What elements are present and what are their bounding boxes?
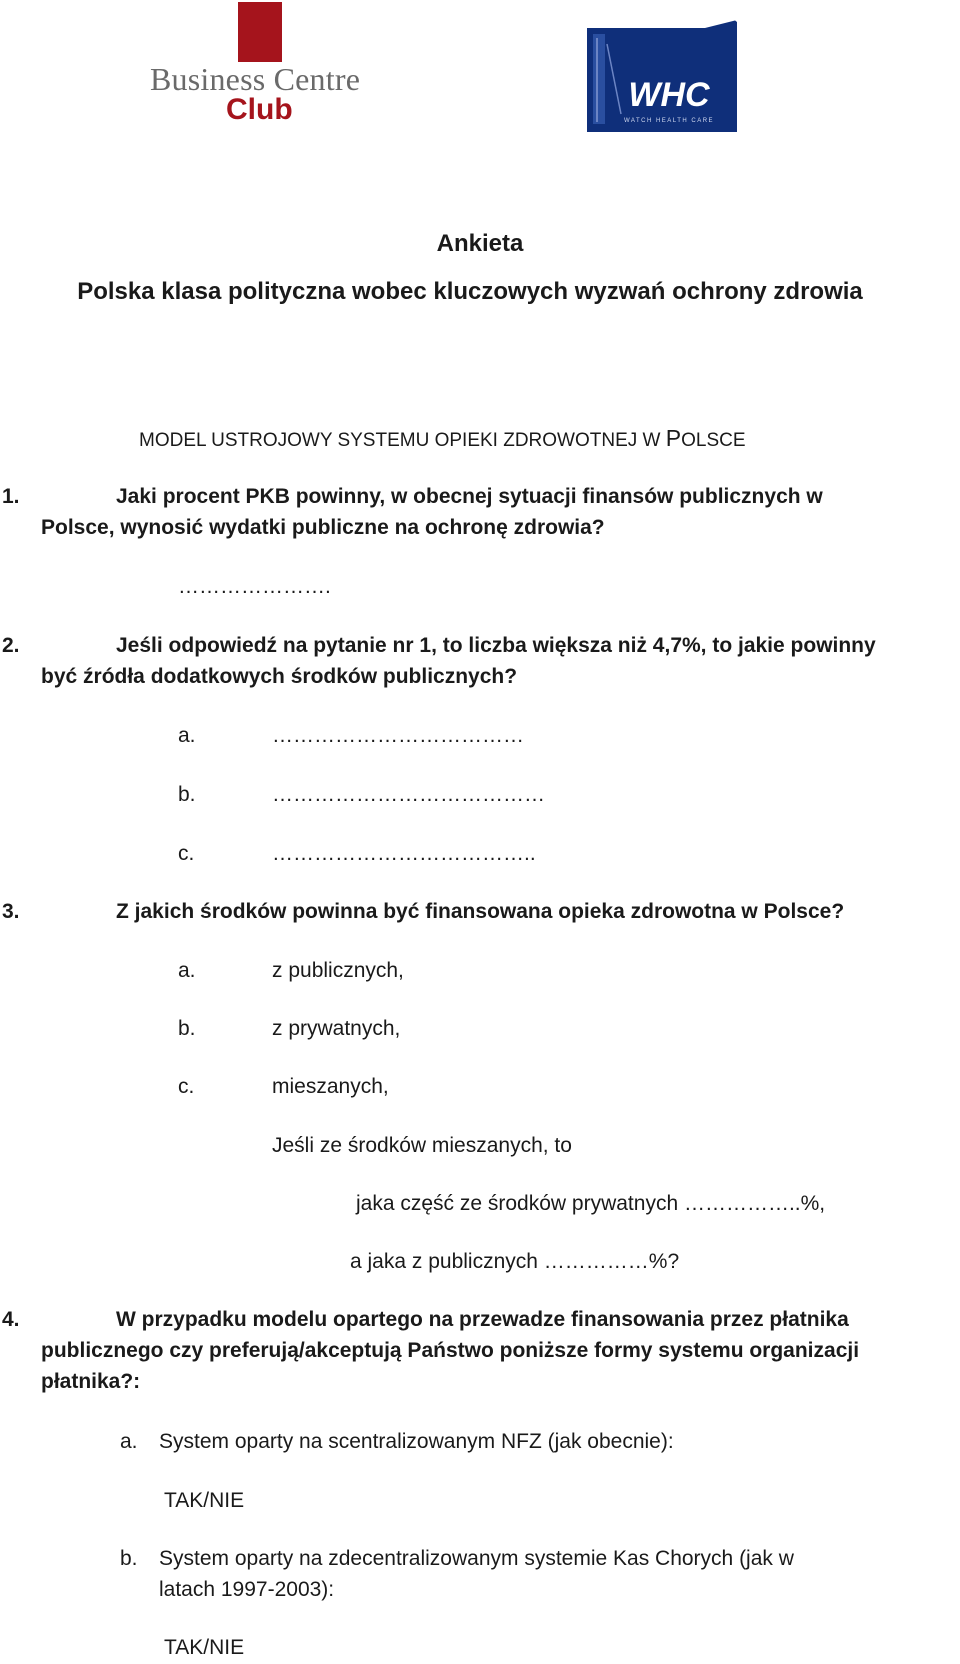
question-2-option-b-blank[interactable]: ………………………………… xyxy=(272,783,545,806)
question-4-option-a-answer[interactable]: TAK/NIE xyxy=(164,1489,245,1512)
question-1-text-line2: Polsce, wynosić wydatki publiczne na ochronę zdrowia? xyxy=(41,516,605,539)
question-2-option-c-blank[interactable]: ……………………………….. xyxy=(272,842,536,865)
question-2-option-b-letter: b. xyxy=(178,783,196,806)
bcc-logo-line1: Business Centre xyxy=(150,61,361,97)
question-3-option-c-text[interactable]: mieszanych, xyxy=(272,1075,389,1098)
question-4-option-b-answer[interactable]: TAK/NIE xyxy=(164,1636,245,1659)
question-2-option-a-letter: a. xyxy=(178,724,196,747)
question-4-option-b-text-line2: latach 1997-2003): xyxy=(159,1578,335,1601)
question-3-number: 3. xyxy=(2,900,20,923)
question-1-text-line1: Jaki procent PKB powinny, w obecnej sytuacji finansów publicznych w xyxy=(116,485,823,508)
section-title: MODEL USTROJOWY SYSTEMU OPIEKI ZDROWOTNEJ W POLSCE xyxy=(139,425,746,451)
question-3-followup: Jeśli ze środków mieszanych, to xyxy=(272,1134,572,1157)
question-1-number: 1. xyxy=(2,485,20,508)
question-3-text: Z jakich środków powinna być finansowana opieka zdrowotna w Polsce? xyxy=(116,900,845,923)
bcc-logo-line2: Club xyxy=(226,93,293,126)
question-3-option-a-letter: a. xyxy=(178,959,196,982)
watch-health-care-logo xyxy=(587,14,737,134)
question-4-text-line2: publicznego czy preferują/akceptują Państwo poniższe formy systemu organizacji xyxy=(41,1339,860,1362)
question-4-option-b-letter: b. xyxy=(120,1547,138,1570)
question-2-option-c-letter: c. xyxy=(178,842,195,865)
question-2-option-a-blank[interactable]: ……………………………… xyxy=(272,724,524,747)
survey-title: Ankieta xyxy=(436,230,524,257)
question-3-private-share[interactable]: jaka część ze środków prywatnych ……………..%, xyxy=(356,1192,826,1215)
question-3-option-b-text[interactable]: z prywatnych, xyxy=(272,1017,401,1040)
bcc-logo-square xyxy=(238,2,282,62)
business-centre-club-logo xyxy=(150,0,390,140)
survey-subtitle: Polska klasa polityczna wobec kluczowych wyzwań ochrony zdrowia xyxy=(77,278,863,305)
question-4-option-b-text-line1: System oparty na zdecentralizowanym systemie Kas Chorych (jak w xyxy=(159,1547,794,1570)
question-3-option-a-text[interactable]: z publicznych, xyxy=(272,959,404,982)
question-2-text-line1: Jeśli odpowiedź na pytanie nr 1, to liczba większa niż 4,7%, to jakie powinny xyxy=(116,634,876,657)
question-4-option-a-letter: a. xyxy=(120,1430,138,1453)
question-2-number: 2. xyxy=(2,634,20,657)
question-4-option-a-text: System oparty na scentralizowanym NFZ (jak obecnie): xyxy=(159,1430,674,1453)
question-2-text-line2: być źródła dodatkowych środków publicznych? xyxy=(41,665,518,688)
question-3-option-b-letter: b. xyxy=(178,1017,196,1040)
question-4-text-line3: płatnika?: xyxy=(41,1370,141,1393)
question-4-number: 4. xyxy=(2,1308,20,1331)
svg-text:WHC: WHC xyxy=(628,76,710,114)
svg-text:WATCH HEALTH CARE: WATCH HEALTH CARE xyxy=(623,118,715,124)
question-3-public-share[interactable]: a jaka z publicznych ……………%? xyxy=(350,1250,680,1273)
question-1-answer-blank[interactable]: …………………. xyxy=(178,575,331,598)
question-3-option-c-letter: c. xyxy=(178,1075,195,1098)
question-4-text-line1: W przypadku modelu opartego na przewadze finansowania przez płatnika xyxy=(116,1308,849,1331)
